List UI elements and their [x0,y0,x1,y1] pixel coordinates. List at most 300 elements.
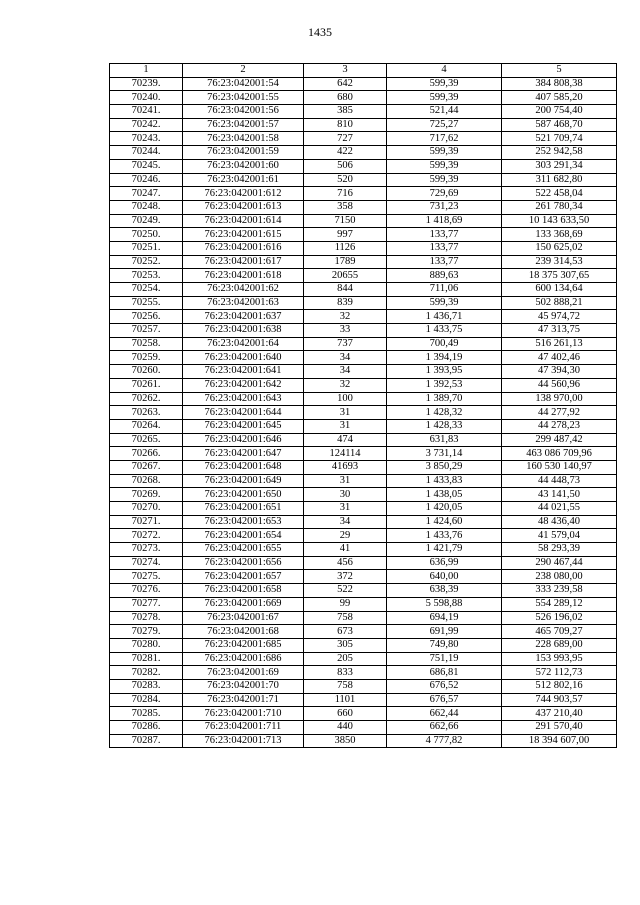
table-row [110,365,617,379]
area-cell: 31 [304,419,387,433]
row-number-cell: 70258. [110,337,183,351]
value-cell: 526 196,02 [502,611,617,625]
value-cell: 407 585,20 [502,91,617,105]
rate-cell: 1 393,95 [387,365,502,379]
cadastral-number-cell: 76:23:042001:63 [183,296,304,310]
value-cell: 587 468,70 [502,118,617,132]
rate-cell: 599,39 [387,91,502,105]
value-cell: 238 080,00 [502,570,617,584]
table-row [110,556,617,570]
row-number-cell: 70286. [110,721,183,735]
table-row [110,433,617,447]
rate-cell: 133,77 [387,255,502,269]
cadastral-number-cell: 76:23:042001:613 [183,200,304,214]
cadastral-number-cell: 76:23:042001:64 [183,337,304,351]
rate-cell: 1 424,60 [387,515,502,529]
table-row [110,502,617,516]
rate-cell: 1 433,76 [387,529,502,543]
value-cell: 502 888,21 [502,296,617,310]
area-cell: 385 [304,105,387,119]
rate-cell: 636,99 [387,556,502,570]
row-number-cell: 70263. [110,406,183,420]
row-number-cell: 70248. [110,200,183,214]
table-row [110,187,617,201]
area-cell: 41 [304,543,387,557]
table-row [110,570,617,584]
row-number-cell: 70243. [110,132,183,146]
area-cell: 41693 [304,460,387,474]
value-cell: 521 709,74 [502,132,617,146]
cadastral-number-cell: 76:23:042001:653 [183,515,304,529]
rate-cell: 1 394,19 [387,351,502,365]
rate-cell: 1 418,69 [387,214,502,228]
value-cell: 10 143 633,50 [502,214,617,228]
row-number-cell: 70281. [110,652,183,666]
rate-cell: 711,06 [387,283,502,297]
cadastral-number-cell: 76:23:042001:637 [183,310,304,324]
area-cell: 839 [304,296,387,310]
cadastral-number-cell: 76:23:042001:615 [183,228,304,242]
header-cell: 2 [183,64,304,78]
table-row [110,666,617,680]
area-cell: 124114 [304,447,387,461]
value-cell: 522 458,04 [502,187,617,201]
value-cell: 44 021,55 [502,502,617,516]
row-number-cell: 70270. [110,502,183,516]
table-row [110,392,617,406]
cadastral-number-cell: 76:23:042001:71 [183,693,304,707]
rate-cell: 731,23 [387,200,502,214]
area-cell: 372 [304,570,387,584]
table-row [110,91,617,105]
row-number-cell: 70256. [110,310,183,324]
row-number-cell: 70265. [110,433,183,447]
area-cell: 31 [304,406,387,420]
value-cell: 252 942,58 [502,146,617,160]
header-cell: 5 [502,64,617,78]
rate-cell: 686,81 [387,666,502,680]
area-cell: 844 [304,283,387,297]
cadastral-number-cell: 76:23:042001:654 [183,529,304,543]
area-cell: 997 [304,228,387,242]
row-number-cell: 70253. [110,269,183,283]
row-number-cell: 70259. [110,351,183,365]
row-number-cell: 70274. [110,556,183,570]
table-row [110,652,617,666]
row-number-cell: 70273. [110,543,183,557]
table-row [110,378,617,392]
table-row [110,447,617,461]
rate-cell: 751,19 [387,652,502,666]
value-cell: 600 134,64 [502,283,617,297]
area-cell: 358 [304,200,387,214]
area-cell: 34 [304,515,387,529]
area-cell: 727 [304,132,387,146]
table-row [110,625,617,639]
table-row [110,707,617,721]
value-cell: 44 277,92 [502,406,617,420]
area-cell: 522 [304,584,387,598]
rate-cell: 691,99 [387,625,502,639]
row-number-cell: 70246. [110,173,183,187]
table-row [110,611,617,625]
area-cell: 440 [304,721,387,735]
value-cell: 512 802,16 [502,679,617,693]
value-cell: 47 402,46 [502,351,617,365]
row-number-cell: 70257. [110,324,183,338]
cadastral-number-cell: 76:23:042001:646 [183,433,304,447]
row-number-cell: 70244. [110,146,183,160]
cadastral-number-cell: 76:23:042001:68 [183,625,304,639]
table-row [110,488,617,502]
value-cell: 744 903,57 [502,693,617,707]
rate-cell: 631,83 [387,433,502,447]
table-row [110,337,617,351]
area-cell: 520 [304,173,387,187]
rate-cell: 1 428,32 [387,406,502,420]
area-cell: 7150 [304,214,387,228]
table-row [110,296,617,310]
rate-cell: 640,00 [387,570,502,584]
rate-cell: 3 731,14 [387,447,502,461]
value-cell: 572 112,73 [502,666,617,680]
value-cell: 228 689,00 [502,638,617,652]
cadastral-number-cell: 76:23:042001:657 [183,570,304,584]
rate-cell: 662,66 [387,721,502,735]
cadastral-number-cell: 76:23:042001:67 [183,611,304,625]
table-row [110,173,617,187]
rate-cell: 1 433,75 [387,324,502,338]
area-cell: 32 [304,310,387,324]
value-cell: 200 754,40 [502,105,617,119]
value-cell: 43 141,50 [502,488,617,502]
rate-cell: 1 389,70 [387,392,502,406]
value-cell: 437 210,40 [502,707,617,721]
cadastral-number-cell: 76:23:042001:642 [183,378,304,392]
row-number-cell: 70251. [110,241,183,255]
value-cell: 333 239,58 [502,584,617,598]
row-number-cell: 70250. [110,228,183,242]
area-cell: 680 [304,91,387,105]
area-cell: 660 [304,707,387,721]
table-row [110,132,617,146]
row-number-cell: 70275. [110,570,183,584]
rate-cell: 599,39 [387,173,502,187]
header-row [110,64,617,78]
value-cell: 45 974,72 [502,310,617,324]
row-number-cell: 70239. [110,77,183,91]
table-row [110,241,617,255]
cadastral-number-cell: 76:23:042001:686 [183,652,304,666]
rate-cell: 1 421,79 [387,543,502,557]
registry-table [109,63,617,748]
rate-cell: 676,52 [387,679,502,693]
cadastral-number-cell: 76:23:042001:656 [183,556,304,570]
rate-cell: 3 850,29 [387,460,502,474]
value-cell: 44 278,23 [502,419,617,433]
rate-cell: 725,27 [387,118,502,132]
table-row [110,324,617,338]
rate-cell: 599,39 [387,296,502,310]
area-cell: 1789 [304,255,387,269]
rate-cell: 700,49 [387,337,502,351]
value-cell: 465 709,27 [502,625,617,639]
rate-cell: 1 420,05 [387,502,502,516]
area-cell: 32 [304,378,387,392]
cadastral-number-cell: 76:23:042001:55 [183,91,304,105]
cadastral-number-cell: 76:23:042001:69 [183,666,304,680]
rate-cell: 599,39 [387,159,502,173]
row-number-cell: 70247. [110,187,183,201]
rate-cell: 133,77 [387,241,502,255]
table-row [110,200,617,214]
cadastral-number-cell: 76:23:042001:618 [183,269,304,283]
cadastral-number-cell: 76:23:042001:54 [183,77,304,91]
area-cell: 305 [304,638,387,652]
table-row [110,543,617,557]
rate-cell: 1 436,71 [387,310,502,324]
table-row [110,638,617,652]
row-number-cell: 70269. [110,488,183,502]
area-cell: 1126 [304,241,387,255]
value-cell: 160 530 140,97 [502,460,617,474]
area-cell: 758 [304,611,387,625]
row-number-cell: 70260. [110,365,183,379]
table-row [110,597,617,611]
value-cell: 44 448,73 [502,474,617,488]
area-cell: 758 [304,679,387,693]
cadastral-number-cell: 76:23:042001:648 [183,460,304,474]
row-number-cell: 70285. [110,707,183,721]
rate-cell: 599,39 [387,77,502,91]
cadastral-number-cell: 76:23:042001:617 [183,255,304,269]
table-row [110,406,617,420]
row-number-cell: 70261. [110,378,183,392]
cadastral-number-cell: 76:23:042001:643 [183,392,304,406]
row-number-cell: 70240. [110,91,183,105]
rate-cell: 133,77 [387,228,502,242]
cadastral-number-cell: 76:23:042001:640 [183,351,304,365]
table-row [110,419,617,433]
area-cell: 506 [304,159,387,173]
row-number-cell: 70262. [110,392,183,406]
cadastral-number-cell: 76:23:042001:60 [183,159,304,173]
value-cell: 18 375 307,65 [502,269,617,283]
cadastral-number-cell: 76:23:042001:58 [183,132,304,146]
area-cell: 716 [304,187,387,201]
row-number-cell: 70272. [110,529,183,543]
rate-cell: 749,80 [387,638,502,652]
row-number-cell: 70277. [110,597,183,611]
area-cell: 642 [304,77,387,91]
value-cell: 138 970,00 [502,392,617,406]
table-row [110,529,617,543]
value-cell: 133 368,69 [502,228,617,242]
rate-cell: 694,19 [387,611,502,625]
rate-cell: 5 598,88 [387,597,502,611]
value-cell: 153 993,95 [502,652,617,666]
area-cell: 810 [304,118,387,132]
rate-cell: 717,62 [387,132,502,146]
cadastral-number-cell: 76:23:042001:655 [183,543,304,557]
cadastral-number-cell: 76:23:042001:669 [183,597,304,611]
table-row [110,146,617,160]
cadastral-number-cell: 76:23:042001:711 [183,721,304,735]
value-cell: 554 289,12 [502,597,617,611]
cadastral-number-cell: 76:23:042001:651 [183,502,304,516]
cadastral-number-cell: 76:23:042001:56 [183,105,304,119]
area-cell: 31 [304,502,387,516]
area-cell: 205 [304,652,387,666]
rate-cell: 1 392,53 [387,378,502,392]
row-number-cell: 70266. [110,447,183,461]
cadastral-number-cell: 76:23:042001:685 [183,638,304,652]
rate-cell: 599,39 [387,146,502,160]
table-row [110,283,617,297]
cadastral-number-cell: 76:23:042001:61 [183,173,304,187]
table-row [110,118,617,132]
row-number-cell: 70252. [110,255,183,269]
area-cell: 3850 [304,734,387,748]
cadastral-number-cell: 76:23:042001:649 [183,474,304,488]
table-row [110,693,617,707]
cadastral-number-cell: 76:23:042001:62 [183,283,304,297]
row-number-cell: 70287. [110,734,183,748]
table-row [110,351,617,365]
area-cell: 99 [304,597,387,611]
row-number-cell: 70268. [110,474,183,488]
value-cell: 150 625,02 [502,241,617,255]
area-cell: 737 [304,337,387,351]
row-number-cell: 70280. [110,638,183,652]
table-row [110,255,617,269]
table-row [110,77,617,91]
cadastral-number-cell: 76:23:042001:647 [183,447,304,461]
cadastral-number-cell: 76:23:042001:710 [183,707,304,721]
cadastral-number-cell: 76:23:042001:658 [183,584,304,598]
area-cell: 456 [304,556,387,570]
area-cell: 1101 [304,693,387,707]
cadastral-number-cell: 76:23:042001:644 [183,406,304,420]
table-row [110,721,617,735]
cadastral-number-cell: 76:23:042001:57 [183,118,304,132]
row-number-cell: 70264. [110,419,183,433]
value-cell: 463 086 709,96 [502,447,617,461]
value-cell: 303 291,34 [502,159,617,173]
row-number-cell: 70241. [110,105,183,119]
rate-cell: 676,57 [387,693,502,707]
cadastral-number-cell: 76:23:042001:70 [183,679,304,693]
table-row [110,214,617,228]
rate-cell: 1 433,83 [387,474,502,488]
registry-table-body [110,64,617,748]
table-row [110,734,617,748]
value-cell: 18 394 607,00 [502,734,617,748]
table-row [110,584,617,598]
table-row [110,515,617,529]
value-cell: 47 313,75 [502,324,617,338]
area-cell: 422 [304,146,387,160]
value-cell: 48 436,40 [502,515,617,529]
row-number-cell: 70276. [110,584,183,598]
table-row [110,159,617,173]
row-number-cell: 70254. [110,283,183,297]
cadastral-number-cell: 76:23:042001:713 [183,734,304,748]
table-row [110,105,617,119]
row-number-cell: 70242. [110,118,183,132]
row-number-cell: 70283. [110,679,183,693]
row-number-cell: 70278. [110,611,183,625]
value-cell: 239 314,53 [502,255,617,269]
value-cell: 290 467,44 [502,556,617,570]
row-number-cell: 70267. [110,460,183,474]
area-cell: 20655 [304,269,387,283]
table-row [110,474,617,488]
table-row [110,310,617,324]
area-cell: 34 [304,365,387,379]
value-cell: 58 293,39 [502,543,617,557]
rate-cell: 889,63 [387,269,502,283]
area-cell: 33 [304,324,387,338]
value-cell: 291 570,40 [502,721,617,735]
header-cell: 3 [304,64,387,78]
value-cell: 384 808,38 [502,77,617,91]
value-cell: 47 394,30 [502,365,617,379]
cadastral-number-cell: 76:23:042001:645 [183,419,304,433]
header-cell: 1 [110,64,183,78]
rate-cell: 1 438,05 [387,488,502,502]
area-cell: 673 [304,625,387,639]
cadastral-number-cell: 76:23:042001:612 [183,187,304,201]
row-number-cell: 70279. [110,625,183,639]
table-row [110,679,617,693]
rate-cell: 521,44 [387,105,502,119]
area-cell: 29 [304,529,387,543]
page-number: 1435 [308,25,332,39]
header-cell: 4 [387,64,502,78]
row-number-cell: 70249. [110,214,183,228]
value-cell: 299 487,42 [502,433,617,447]
row-number-cell: 70245. [110,159,183,173]
rate-cell: 662,44 [387,707,502,721]
cadastral-number-cell: 76:23:042001:641 [183,365,304,379]
table-row [110,460,617,474]
row-number-cell: 70284. [110,693,183,707]
cadastral-number-cell: 76:23:042001:650 [183,488,304,502]
value-cell: 311 682,80 [502,173,617,187]
table-row [110,269,617,283]
cadastral-number-cell: 76:23:042001:614 [183,214,304,228]
row-number-cell: 70271. [110,515,183,529]
cadastral-number-cell: 76:23:042001:616 [183,241,304,255]
value-cell: 41 579,04 [502,529,617,543]
row-number-cell: 70282. [110,666,183,680]
area-cell: 833 [304,666,387,680]
rate-cell: 638,39 [387,584,502,598]
area-cell: 474 [304,433,387,447]
rate-cell: 4 777,82 [387,734,502,748]
rate-cell: 729,69 [387,187,502,201]
rate-cell: 1 428,33 [387,419,502,433]
row-number-cell: 70255. [110,296,183,310]
value-cell: 44 560,96 [502,378,617,392]
area-cell: 34 [304,351,387,365]
value-cell: 516 261,13 [502,337,617,351]
table-row [110,228,617,242]
cadastral-number-cell: 76:23:042001:638 [183,324,304,338]
cadastral-number-cell: 76:23:042001:59 [183,146,304,160]
value-cell: 261 780,34 [502,200,617,214]
